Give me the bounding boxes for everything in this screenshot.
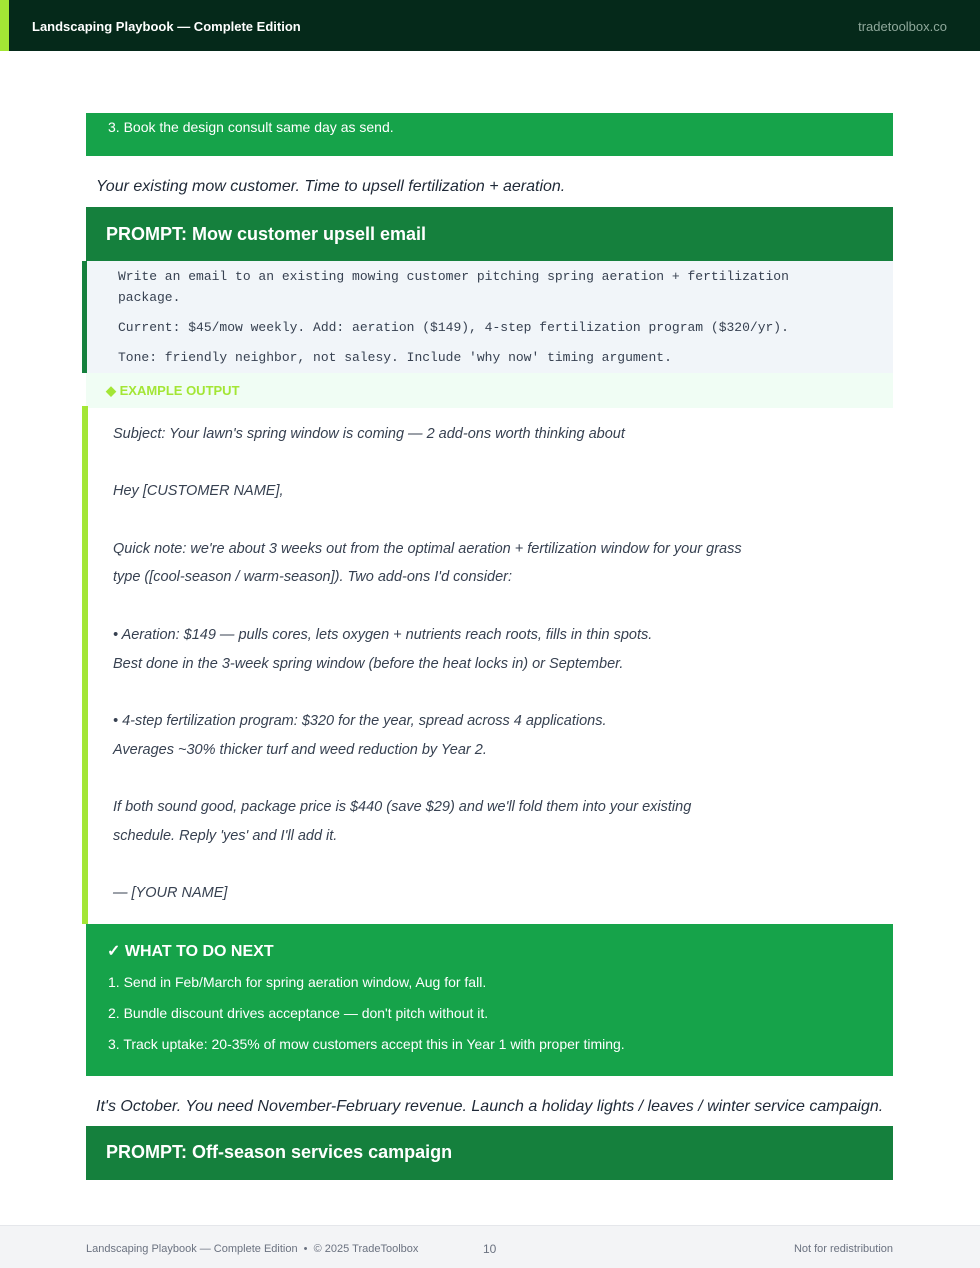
top-header-bar — [0, 0, 980, 51]
prompt-header — [86, 207, 893, 261]
email-line: Subject: Your lawn's spring window is coming — 2 add-ons worth thinking about — [113, 426, 625, 442]
email-line — [113, 449, 893, 478]
footer-copyright: Landscaping Playbook — Complete Edition • © 2025 TradeToolbox — [86, 1243, 419, 1255]
prompt-line: Current: $45/mow weekly. Add: aeration ($149), 4-step fertilization program ($320/yr). — [118, 320, 789, 335]
document-title: Landscaping Playbook — Complete Edition — [32, 19, 301, 34]
email-line — [113, 764, 893, 793]
email-line: Quick note: we're about 3 weeks out from the optimal aeration + fertilization window for your grass — [113, 540, 742, 557]
example-email-output — [82, 406, 893, 924]
email-line: — [YOUR NAME] — [113, 885, 228, 901]
footer-notice: Not for redistribution — [793, 1243, 893, 1255]
email-line — [113, 592, 893, 621]
header-accent-stripe — [0, 0, 9, 51]
prompt-line: Write an email to an existing mowing customer pitching spring aeration + fertilization package. — [118, 269, 789, 305]
previous-step-item: 3. Book the design consult same day as send. — [108, 119, 394, 135]
prompt-title: PROMPT: Mow customer upsell email — [106, 224, 427, 244]
next-step-item: 2. Bundle discount drives acceptance — don't pitch without it. — [108, 1005, 489, 1021]
prompt-line: Tone: friendly neighbor, not salesy. Include 'why now' timing argument. — [118, 350, 672, 365]
email-line: Averages ~30% thicker turf and weed reduction by Year 2. — [113, 741, 487, 758]
email-line: type ([cool-season / warm-season]). Two add-ons I'd consider: — [113, 569, 513, 586]
section-intro: It's October. You need November-February revenue. Launch a holiday lights / leaves / winter service campaign. — [96, 1098, 884, 1115]
email-line — [113, 678, 893, 707]
email-line: If both sound good, package price is $440 (save $29) and we'll fold them into your existing — [113, 798, 692, 815]
prompt-code-block — [82, 261, 893, 373]
next-steps-title: ✓ WHAT TO DO NEXT — [107, 943, 274, 960]
email-line: • Aeration: $149 — pulls cores, lets oxygen + nutrients reach roots, fills in thin spots. — [113, 626, 653, 643]
page-footer — [0, 1225, 980, 1268]
previous-next-steps-box — [86, 113, 893, 156]
example-output-text: ◆ EXAMPLE OUTPUT — [106, 383, 240, 398]
example-output-label — [86, 373, 893, 408]
email-line — [113, 850, 893, 879]
next-step-item: 1. Send in Feb/March for spring aeration window, Aug for fall. — [108, 974, 487, 990]
page-number: 10 — [483, 1242, 497, 1256]
next-steps-box — [86, 924, 893, 1076]
prompt-title: PROMPT: Off-season services campaign — [106, 1142, 453, 1162]
email-line: Hey [CUSTOMER NAME], — [113, 483, 284, 500]
prompt-header — [86, 1126, 893, 1180]
next-step-item: 3. Track uptake: 20-35% of mow customers accept this in Year 1 with proper timing. — [108, 1036, 625, 1052]
section-intro: Your existing mow customer. Time to upsell fertilization + aeration. — [96, 178, 566, 195]
email-line: • 4-step fertilization program: $320 for the year, spread across 4 applications. — [113, 712, 607, 729]
email-line: schedule. Reply 'yes' and I'll add it. — [113, 827, 338, 844]
site-link[interactable]: tradetoolbox.co — [858, 19, 947, 34]
email-line: Best done in the 3-week spring window (before the heat locks in) or September. — [113, 655, 624, 672]
email-line — [113, 506, 893, 535]
